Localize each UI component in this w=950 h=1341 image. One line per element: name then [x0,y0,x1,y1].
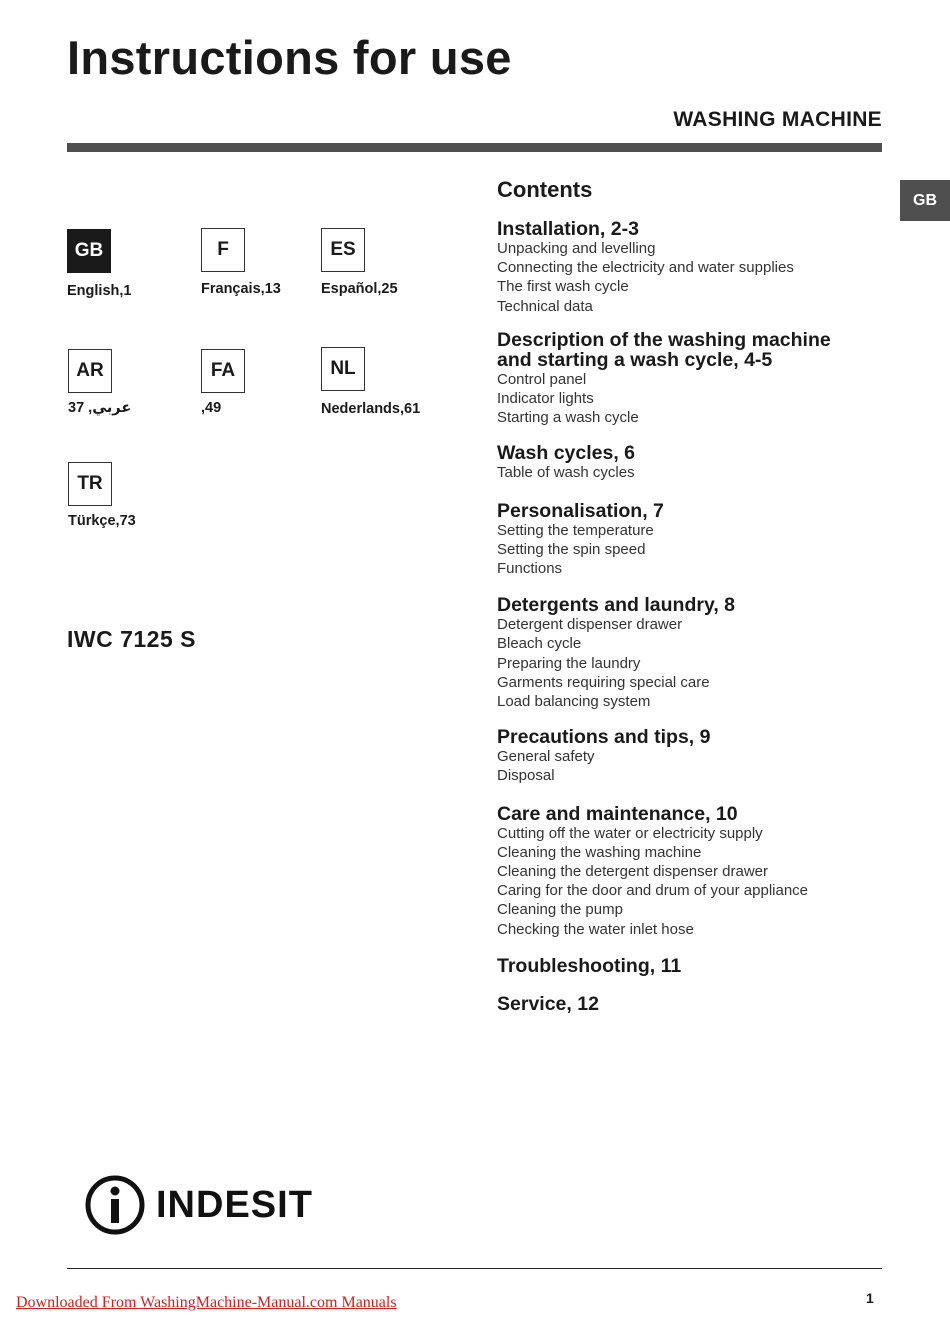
toc-item[interactable]: Functions [497,560,563,578]
toc-item[interactable]: Caring for the door and drum of your appliance [497,882,809,900]
toc-item[interactable]: Bleach cycle [497,635,582,653]
toc-section-installation [497,219,897,316]
language-option-tr[interactable] [68,462,136,529]
toc-item[interactable]: Cleaning the detergent dispenser drawer [497,863,769,881]
page-number: 1 [866,1290,874,1306]
toc-item[interactable]: General safety [497,748,595,766]
toc-item[interactable]: Preparing the laundry [497,654,641,672]
language-code-box[interactable]: ES [321,228,365,272]
toc-section-title[interactable]: Precautions and tips, 9 [497,726,711,749]
download-source-link[interactable]: Downloaded From WashingMachine-Manual.com Manuals [16,1294,397,1311]
toc-section-title[interactable]: Wash cycles, 6 [497,442,636,465]
toc-section-service [497,994,897,1014]
language-code-box[interactable]: GB [67,229,111,273]
language-code-box[interactable]: AR [68,349,112,393]
toc-section-personalisation [497,501,897,579]
toc-section-troubleshooting [497,956,897,976]
page-title: Instructions for use [67,31,512,84]
language-option-fa[interactable] [201,349,245,416]
language-code-box[interactable]: FA [201,349,245,393]
toc-section-title[interactable]: Installation, 2-3 [497,218,639,240]
language-label: Español,25 [321,281,398,297]
language-option-es[interactable] [321,228,398,297]
toc-item[interactable]: Setting the spin speed [497,540,646,558]
toc-item[interactable]: Connecting the electricity and water supplies [497,259,794,277]
language-label: English,1 [67,283,132,299]
toc-section-wash-cycles [497,443,897,482]
contents-heading: Contents [497,177,593,202]
language-option-nl[interactable] [321,347,420,417]
toc-section-title[interactable]: Personalisation, 7 [497,499,664,522]
header-rule [67,143,882,152]
toc-section-description [497,330,897,428]
language-code-box[interactable]: TR [68,462,112,506]
toc-section-title[interactable]: Service, 12 [497,992,599,1015]
brand-wordmark: INDESIT [156,1183,313,1226]
toc-item[interactable]: Setting the temperature [497,521,654,539]
language-code-box[interactable]: NL [321,347,365,391]
language-label: Français,13 [201,281,281,297]
toc-item[interactable]: Cutting off the water or electricity supply [497,824,763,842]
toc-item[interactable]: The first wash cycle [497,278,629,296]
language-option-gb[interactable] [67,229,131,299]
toc-section-detergents [497,595,897,711]
toc-item[interactable]: Technical data [497,297,593,315]
table-of-contents [497,219,897,1014]
toc-item[interactable]: Indicator lights [497,390,594,408]
indesit-logo [84,1174,313,1236]
footer-rule [67,1268,882,1269]
toc-section-title[interactable]: Description of the washing machine and starting a wash cycle, 4-5 [497,328,831,371]
toc-item[interactable]: Disposal [497,767,555,785]
toc-item[interactable]: Unpacking and levelling [497,240,656,257]
toc-item[interactable]: Starting a wash cycle [497,409,639,427]
model-number: IWC 7125 S [67,626,196,652]
toc-item[interactable]: Table of wash cycles [497,464,635,482]
language-label: Türkçe,73 [68,513,136,529]
product-type-heading: WASHING MACHINE [673,108,882,131]
toc-item[interactable]: Checking the water inlet hose [497,920,694,938]
logo-circle-i-icon [84,1174,146,1236]
language-label: عربي, 37 [68,400,132,416]
language-code-box[interactable]: F [201,228,245,272]
language-option-f[interactable] [201,228,281,297]
toc-item[interactable]: Garments requiring special care [497,673,710,691]
toc-section-care [497,804,897,939]
toc-item[interactable]: Load balancing system [497,693,651,711]
toc-section-title[interactable]: Care and maintenance, 10 [497,802,738,825]
language-side-tab[interactable]: GB [900,180,950,221]
toc-item[interactable]: Detergent dispenser drawer [497,616,683,634]
toc-section-title[interactable]: Detergents and laundry, 8 [497,594,736,617]
language-option-ar[interactable] [68,349,131,416]
toc-section-title[interactable]: Troubleshooting, 11 [497,954,682,977]
toc-item[interactable]: Control panel [497,370,587,388]
toc-item[interactable]: Cleaning the washing machine [497,843,702,861]
language-label: Nederlands,61 [321,401,421,417]
language-label: ,49 [201,400,222,416]
toc-section-precautions [497,727,897,785]
toc-item[interactable]: Cleaning the pump [497,901,623,919]
